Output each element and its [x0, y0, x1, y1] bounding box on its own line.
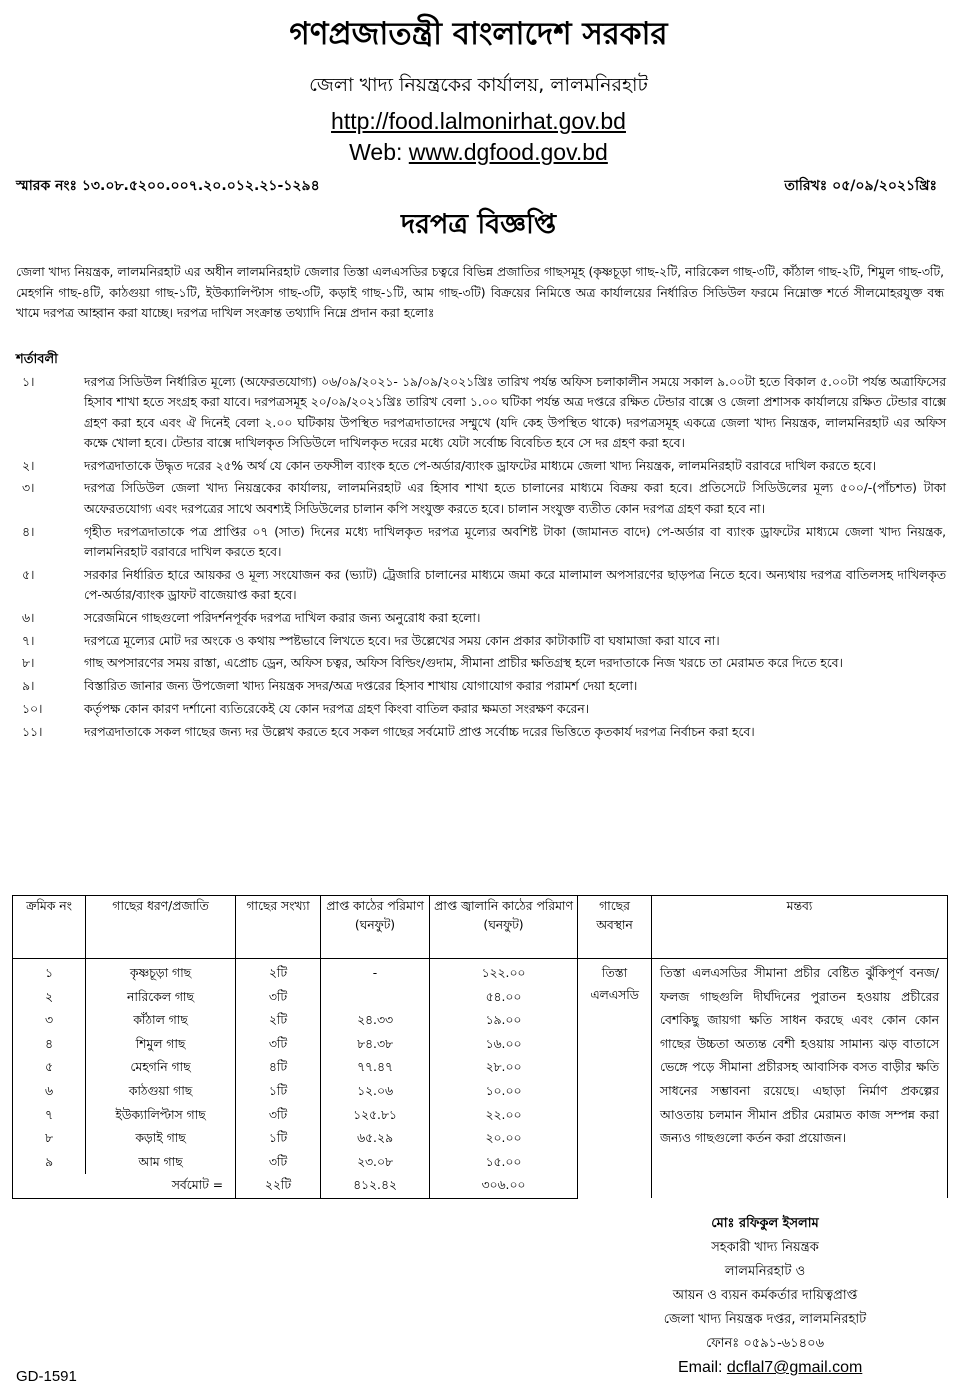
- condition-number: ১।: [22, 375, 35, 389]
- condition-text: কর্তৃপক্ষ কোন কারণ দর্শানো ব্যতিরেকেই যে কোন দরপত্র গ্রহণ কিংবা বাতিল করার ক্ষমতা সংরক্ষণ করেন।: [84, 701, 590, 716]
- header-location: গাছের অবস্থান: [578, 896, 652, 959]
- condition-text: বিস্তারিত জানার জন্য উপজেলা খাদ্য নিয়ন্ত্রক সদর/অত্র দপ্তরের হিসাব শাখায় যোগাযোগ করার পরামর্শ দেয়া হলো।: [84, 679, 638, 694]
- gd-number: GD-1591: [16, 1368, 77, 1385]
- signatory-role: আয়ন ও ব্যয়ন কর্মকর্তার দায়িত্বপ্রাপ্ত: [672, 1288, 858, 1303]
- signature-block: [600, 1212, 930, 1380]
- cell-tree-type: মেহগনি গাছ: [86, 1056, 236, 1080]
- header-fuel-volume: প্রাপ্ত জ্বালানি কাঠের পরিমাণ (ঘনফুট): [430, 896, 578, 959]
- condition-item: [16, 653, 946, 673]
- condition-number: ৮।: [22, 656, 35, 671]
- condition-text: সরকার নির্ধারিত হারে আয়কর ও মূল্য সংযোজন কর (ভ্যাট) ট্রেজারি চালানের মাধ্যমে জমা করে মালামাল অপসারণের ছাড়পত্র নিতে হবে। অন্যথায় দরপত্র বাতিলসহ দাখিলকৃত পে-অর্ডার/ব্যাংক ড্রাফট বাজেয়াপ্ত করা হবে।: [84, 567, 946, 602]
- condition-number: ১১।: [22, 724, 43, 739]
- web-line: [0, 137, 957, 167]
- cell-fuel-volume: ১৬.০০: [430, 1033, 578, 1057]
- total-tree-count: ২২টি: [236, 1174, 321, 1198]
- cell-fuel-volume: ১০.০০: [430, 1080, 578, 1104]
- header-timber-volume: প্রাপ্ত কাঠের পরিমাণ (ঘনফুট): [321, 896, 430, 959]
- condition-item: [16, 522, 946, 563]
- signatory-email-line: [600, 1356, 930, 1380]
- condition-text: দরপত্রদাতাকে উদ্ধৃত দরের ২৫% অর্থ যে কোন তফসীল ব্যাংক হতে পে-অর্ডার/ব্যাংক ড্রাফটের মাধ্যমে জেলা খাদ্য নিয়ন্ত্রক, লালমনিরহাট বরাবরে দাখিল করতে হবে।: [84, 458, 876, 473]
- cell-timber-volume: ৬৫.২৯: [321, 1127, 430, 1151]
- cell-timber-volume: ১২৫.৮১: [321, 1104, 430, 1128]
- cell-tree-count: ৩টি: [236, 986, 321, 1010]
- condition-number: ৬।: [22, 610, 35, 625]
- condition-item: [16, 722, 946, 742]
- government-title: গণপ্রজাতন্ত্রী বাংলাদেশ সরকার: [289, 16, 668, 52]
- header-tree-count: গাছের সংখ্যা: [236, 896, 321, 959]
- office-name: জেলা খাদ্য নিয়ন্ত্রকের কার্যালয়, লালমনিরহাট: [309, 74, 648, 96]
- cell-tree-type: কৃষ্ণচূড়া গাছ: [86, 959, 236, 986]
- cell-tree-count: ১টি: [236, 1080, 321, 1104]
- email-label: Email:: [678, 1359, 727, 1376]
- cell-tree-type: কাঁঠাল গাছ: [86, 1009, 236, 1033]
- cell-tree-count: ২টি: [236, 959, 321, 986]
- cell-fuel-volume: ১৫.০০: [430, 1151, 578, 1175]
- condition-text: দরপত্রে মূল্যের মোট দর অংকে ও কথায় স্পষ্টভাবে লিখতে হবে। দর উল্লেখের সময় কোন প্রকার কাটাকাটি বা ঘষামাজা করা যাবে না।: [84, 633, 720, 648]
- condition-number: ২।: [22, 458, 35, 473]
- cell-fuel-volume: ১২২.০০: [430, 959, 578, 986]
- condition-number: ৫।: [22, 567, 35, 582]
- condition-item: [16, 608, 946, 628]
- cell-fuel-volume: ৫৪.০০: [430, 986, 578, 1010]
- condition-item: [16, 456, 946, 476]
- cell-fuel-volume: ২২.০০: [430, 1104, 578, 1128]
- condition-text: দরপত্রদাতাকে সকল গাছের জন্য দর উল্লেখ করতে হবে সকল গাছের সর্বমোট প্রাপ্ত সর্বোচ্চ দরের ভিত্তিতে কৃতকার্য দরপত্র নির্বাচন করা হবে।: [84, 724, 755, 739]
- signatory-name: মোঃ রফিকুল ইসলাম: [711, 1216, 819, 1231]
- cell-tree-type: আম গাছ: [86, 1151, 236, 1175]
- header-serial: ক্রমিক নং: [13, 896, 86, 959]
- office-website-link[interactable]: http://food.lalmonirhat.gov.bd: [331, 108, 626, 134]
- header-remarks: মন্তব্য: [652, 896, 948, 959]
- conditions-list: [16, 372, 946, 745]
- cell-tree-type: শিমুল গাছ: [86, 1033, 236, 1057]
- cell-tree-type: ইউক্যালিপ্টাস গাছ: [86, 1104, 236, 1128]
- signatory-designation: সহকারী খাদ্য নিয়ন্ত্রক: [711, 1240, 819, 1255]
- notice-title: দরপত্র বিজ্ঞপ্তি: [400, 209, 557, 240]
- cell-serial: ৭: [13, 1104, 86, 1128]
- cell-timber-volume: ১২.০৬: [321, 1080, 430, 1104]
- cell-serial: ১: [13, 959, 86, 986]
- memo-date: তারিখঃ ০৫/০৯/২০২১খ্রিঃ: [784, 178, 937, 194]
- cell-timber-volume: ২৪.৩৩: [321, 1009, 430, 1033]
- intro-paragraph: জেলা খাদ্য নিয়ন্ত্রক, লালমনিরহাট এর অধীন লালমনিরহাট জেলার তিস্তা এলএসডির চত্বরে বিভিন্ন প্রজাতির গাছসমূহ (কৃষ্ণচূড়া গাছ-২টি, নারিকেল গাছ-৩টি, কাঁঠাল গাছ-২টি, শিমুল গাছ-৩টি, মেহগনি গাছ-৪টি, কাঠগুয়া গাছ-১টি, ইউক্যালিপ্টাস গাছ-৩টি, কড়াই গাছ-১টি, আম গাছ-৩টি) বিক্রয়ের নিমিত্তে অত্র কার্যালয়ের নির্ধারিত সিডিউল ফরমে নিম্নোক্ত শর্তে সীলমোহরযুক্ত বন্ধ খামে দরপত্র আহ্বান করা যাচ্ছে। দরপত্র দাখিল সংক্রান্ত তথ্যাদি নিম্নে প্রদান করা হলোঃ: [16, 265, 944, 320]
- cell-timber-volume: ৮৪.৩৮: [321, 1033, 430, 1057]
- condition-item: [16, 478, 946, 519]
- cell-fuel-volume: ২৮.০০: [430, 1056, 578, 1080]
- memo-number: স্মারক নংঃ ১৩.০৮.৫২০০.০০৭.২০.০১২.২১-১২৯৪: [16, 178, 320, 194]
- signatory-district: লালমনিরহাট ও: [724, 1264, 806, 1279]
- condition-item: [16, 372, 946, 453]
- cell-timber-volume: -: [321, 959, 430, 986]
- cell-location: তিস্তা এলএসডি: [578, 959, 652, 1199]
- cell-timber-volume: [321, 986, 430, 1010]
- condition-text: দরপত্র সিডিউল নির্ধারিত মূল্যে (অফেরতযোগ্য) ০৬/০৯/২০২১- ১৯/০৯/২০২১খ্রিঃ তারিখ পর্যন্ত অফিস চলাকালীন সময়ে সকাল ৯.০০টা হতে বিকাল ৫.০০টা পর্যন্ত অত্রাফিসের হিসাব শাখা হতে সংগ্রহ করা যাবে। দরপত্রসমূহ ২০/০৯/২০২১খ্রিঃ তারিখ বেলা ১.০০ ঘটিকা পর্যন্ত অত্র দপ্তরে রক্ষিত টেন্ডার বাক্সে ও জেলা প্রশাসক কার্যালয়ে রক্ষিত টেন্ডার বাক্সে গ্রহণ করা হবে এবং ঐ দিনেই বেলা ২.০০ ঘটিকায় উপস্থিত দরপত্রদাতাদের সম্মুখে (যদি কেহ উপস্থিত থাকে) দরপত্রসমূহ একত্রে জেলা খাদ্য নিয়ন্ত্রক, লালমনিরহাট এর অফিস কক্ষে খোলা হবে। টেন্ডার বাক্সে দাখিলকৃত সিডিউলে দাখিলকৃত দরের মধ্যে যেটা সর্বোচ্চ বিবেচিত হবে সে দর গ্রহণ করা হবে।: [84, 375, 947, 450]
- condition-item: [16, 565, 946, 606]
- total-timber-volume: ৪১২.৪২: [321, 1174, 430, 1198]
- cell-remarks: তিস্তা এলএসডির সীমানা প্রচীর বেষ্টিত ঝুঁকিপূর্ণ বনজ/ফলজ গাছগুলি দীর্ঘদিনের পুরাতন হওয়ায় প্রচীরের বেশকিছু জায়গা ক্ষতি সাধন করছে এবং কোন কোন গাছের উচ্চতা অত্যন্ত বেশী হওয়ায় সামান্য ঝড় বাতাসে ভেঙ্গে পড়ে সীমানা প্রচীরসহ আবাসিক বসত বাড়ীর ক্ষতি সাধনের সম্ভাবনা রয়েছে। এছাড়া নির্মাণ প্রকল্পের আওতায় চলমান সীমান প্রচীর মেরামত কাজ সম্পন্ন করা জন্যও গাছগুলো কর্তন করা প্রয়োজন।: [652, 959, 948, 1199]
- cell-tree-count: ৩টি: [236, 1033, 321, 1057]
- condition-number: ৪।: [22, 524, 35, 539]
- condition-number: ৭।: [22, 633, 35, 648]
- cell-tree-type: কড়াই গাছ: [86, 1127, 236, 1151]
- cell-serial: ৮: [13, 1127, 86, 1151]
- cell-tree-count: ২টি: [236, 1009, 321, 1033]
- cell-tree-type: কাঠগুয়া গাছ: [86, 1080, 236, 1104]
- tree-table: [12, 895, 948, 1199]
- total-label: সর্বমোট =: [13, 1174, 236, 1198]
- dgfood-website-link[interactable]: www.dgfood.gov.bd: [408, 139, 608, 165]
- cell-fuel-volume: ২০.০০: [430, 1127, 578, 1151]
- web-label: Web:: [349, 139, 409, 165]
- signatory-phone: ফোনঃ ০৫৯১-৬১৪০৬: [705, 1336, 825, 1351]
- tree-table-wrapper: [12, 895, 947, 1199]
- condition-item: [16, 676, 946, 696]
- cell-tree-count: ৩টি: [236, 1151, 321, 1175]
- header-tree-type: গাছের ধরণ/প্রজাতি: [86, 896, 236, 959]
- condition-text: গৃহীত দরপত্রদাতাকে পত্র প্রাপ্তির ০৭ (সাত) দিনের মধ্যে দাখিলকৃত দরপত্র মূল্যের অবশিষ্ট টাকা (জামানত বাদে) পে-অর্ডার বা ব্যাংক ড্রাফটের মাধ্যমে জেলা খাদ্য নিয়ন্ত্রক, লালমনিরহাট বরাবরে দাখিল করতে হবে।: [84, 524, 946, 559]
- cell-serial: ৪: [13, 1033, 86, 1057]
- condition-item: [16, 631, 946, 651]
- cell-serial: ৬: [13, 1080, 86, 1104]
- cell-serial: ৯: [13, 1151, 86, 1175]
- signatory-email-link[interactable]: dcflal7@gmail.com: [726, 1359, 863, 1376]
- cell-fuel-volume: ১৯.০০: [430, 1009, 578, 1033]
- condition-text: সরেজমিনে গাছগুলো পরিদর্শনপূর্বক দরপত্র দাখিল করার জন্য অনুরোধ করা হলো।: [84, 610, 481, 625]
- total-fuel-volume: ৩০৬.০০: [430, 1174, 578, 1198]
- condition-text: দরপত্র সিডিউল জেলা খাদ্য নিয়ন্ত্রকের কার্যালয়, লালমনিরহাট এর হিসাব শাখা হতে চালানের মাধ্যমে বিক্রয় করা হবে। প্রতিসেটে সিডিউলের মূল্য ৫০০/-(পাঁচশত) টাকা অফেরতযোগ্য এবং দরপত্রের সাথে অবশ্যই সিডিউলের চালান কপি সংযুক্ত করতে হবে। চালান সংযুক্ত ব্যতীত কোন দরপত্র গ্রহণ করা হবে না।: [84, 481, 946, 516]
- conditions-heading: শর্তাবলী: [16, 352, 58, 367]
- condition-number: ৯।: [22, 679, 35, 694]
- condition-number: ১০।: [22, 701, 43, 716]
- cell-timber-volume: ২৩.০৮: [321, 1151, 430, 1175]
- condition-item: [16, 699, 946, 719]
- condition-number: ৩।: [22, 481, 35, 496]
- table-row: [13, 959, 948, 986]
- cell-serial: ৩: [13, 1009, 86, 1033]
- signatory-office: জেলা খাদ্য নিয়ন্ত্রক দপ্তর, লালমনিরহাট: [663, 1312, 867, 1327]
- cell-tree-type: নারিকেল গাছ: [86, 986, 236, 1010]
- cell-tree-count: ৩টি: [236, 1104, 321, 1128]
- table-header-row: [13, 896, 948, 959]
- cell-timber-volume: ৭৭.৪৭: [321, 1056, 430, 1080]
- condition-text: গাছ অপসারণের সময় রাস্তা, এপ্রোচ ড্রেন, অফিস চত্বর, অফিস বিল্ডিং/গুদাম, সীমানা প্রাচীর ক্ষতিগ্রস্থ হলে দরদাতাকে নিজ খরচে তা মেরামত করে দিতে হবে।: [84, 656, 843, 671]
- cell-serial: ২: [13, 986, 86, 1010]
- cell-tree-count: ১টি: [236, 1127, 321, 1151]
- cell-tree-count: ৪টি: [236, 1056, 321, 1080]
- cell-serial: ৫: [13, 1056, 86, 1080]
- office-website: [0, 106, 957, 136]
